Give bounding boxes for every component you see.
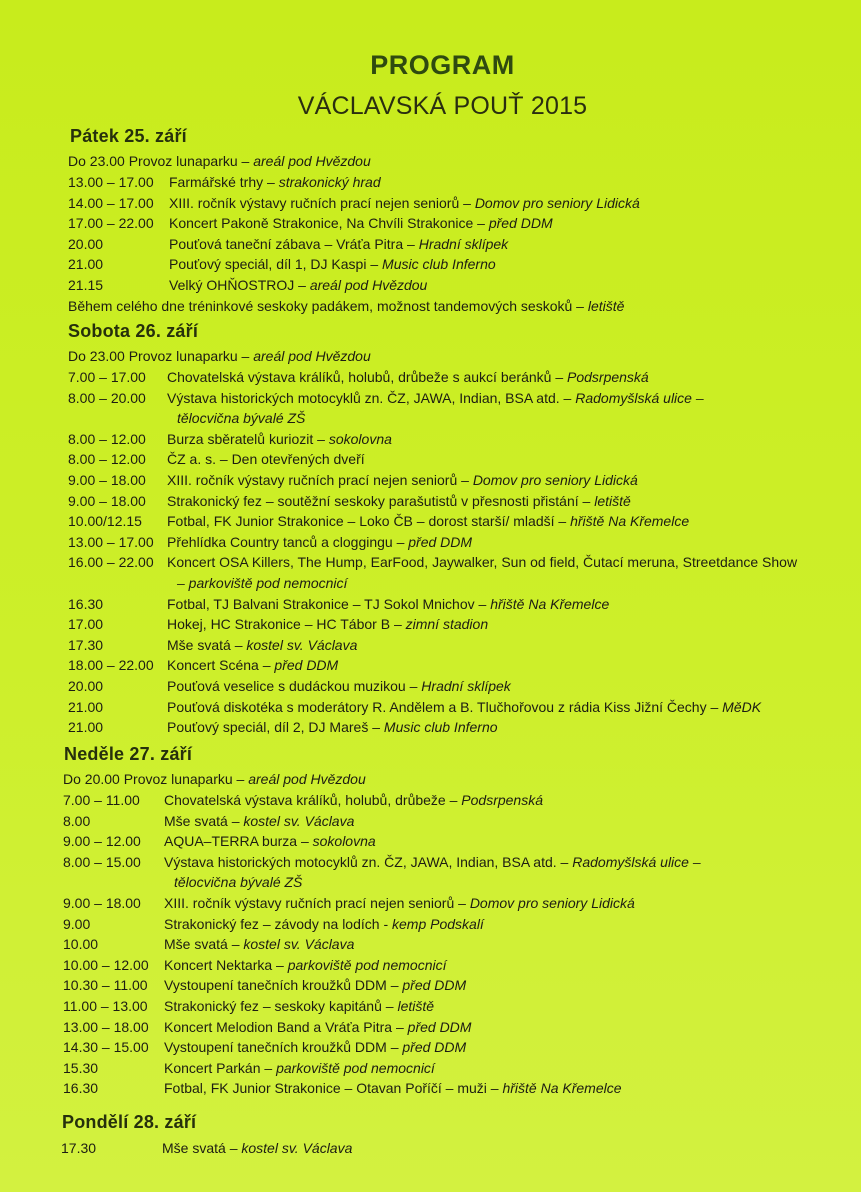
event-time: 8.00	[63, 812, 91, 829]
schedule-row	[68, 492, 840, 510]
event-venue: sokolovna	[328, 430, 392, 447]
lunapark-line	[68, 152, 371, 170]
day-header: Pátek 25. září	[70, 126, 187, 146]
event-name: Výstava historických motocyklů zn. ČZ, JAWA, Indian, BSA atd. –	[167, 389, 576, 406]
schedule-row	[61, 1139, 840, 1157]
day-header: Neděle 27. září	[64, 744, 193, 764]
event-text	[169, 255, 496, 273]
event-time: 21.15	[68, 277, 104, 293]
event-text	[164, 997, 434, 1015]
event-venue-continued: tělocvična bývalé ZŠ	[174, 874, 303, 891]
event-text	[169, 194, 640, 212]
event-name: Koncert Parkán –	[164, 1059, 277, 1076]
event-time: 11.00 – 13.00	[63, 998, 148, 1014]
event-name: Fotbal, TJ Balvani Strakonice – TJ Sokol Mnichov –	[167, 595, 491, 612]
event-venue: Hradní sklípek	[421, 678, 511, 694]
event-name: XIII. ročník výstavy ručních prací nejen seniorů –	[164, 895, 470, 911]
event-text	[164, 935, 354, 953]
event-time: 10.00 – 12.00	[63, 956, 149, 973]
event-venue: před DDM	[402, 1039, 467, 1056]
event-text	[169, 214, 553, 232]
event-venue: před DDM	[274, 657, 339, 674]
event-name: Strakonický fez – seskoky kapitánů –	[164, 998, 398, 1014]
event-text	[167, 718, 498, 736]
schedule-row	[68, 512, 840, 530]
event-venue: Music club Inferno	[383, 719, 498, 736]
event-time: 13.00 – 17.00	[68, 174, 154, 190]
event-text	[167, 656, 338, 674]
schedule-row	[68, 276, 840, 294]
event-text	[164, 915, 484, 933]
event-text	[167, 677, 511, 695]
event-time: 9.00 – 12.00	[63, 833, 141, 850]
event-venue: parkoviště pod nemocnicí	[287, 956, 447, 973]
event-text	[164, 1038, 466, 1056]
event-text	[164, 812, 354, 830]
lunapark-venue: areál pod Hvězdou	[253, 153, 371, 169]
schedule-row	[63, 976, 840, 994]
event-venue: před DDM	[488, 215, 553, 232]
event-text	[169, 173, 381, 191]
program-title: PROGRAM	[370, 50, 515, 80]
schedule-row	[63, 915, 840, 933]
event-time: 9.00	[63, 915, 91, 932]
event-name: AQUA–TERRA burza –	[164, 833, 313, 850]
event-name: Pouťová taneční zábava – Vráťa Pitra –	[169, 235, 419, 252]
event-name: Pouťový speciál, díl 2, DJ Mareš –	[167, 719, 384, 736]
event-name: ČZ a. s. – Den otevřených dveří	[167, 451, 365, 468]
schedule-row	[68, 718, 840, 736]
event-venue: Radomyšlská ulice –	[575, 389, 704, 406]
event-time: 9.00 – 18.00	[68, 472, 146, 488]
event-venue-continued: tělocvična bývalé ZŠ	[177, 410, 306, 427]
event-time: 15.30	[63, 1059, 99, 1076]
event-venue: parkoviště pod nemocnicí	[276, 1059, 435, 1076]
schedule-row	[68, 173, 840, 191]
event-time: 8.00 – 12.00	[68, 430, 146, 447]
event-venue: před DDM	[408, 533, 473, 550]
event-venue: Domov pro seniory Lidická	[472, 472, 638, 488]
event-text	[167, 389, 704, 407]
event-venue: letiště	[594, 492, 631, 509]
event-time: 14.30 – 15.00	[63, 1039, 149, 1056]
event-time: 21.00	[68, 698, 104, 715]
event-time: 10.00/12.15	[68, 513, 142, 530]
event-time: 9.00 – 18.00	[63, 895, 141, 911]
skydiving-note	[68, 297, 624, 315]
schedule-row	[63, 832, 840, 850]
schedule-row	[63, 1018, 840, 1036]
lunapark-text: Do 23.00 Provoz lunaparku –	[68, 153, 254, 169]
schedule-row	[68, 636, 840, 654]
event-name: Fotbal, FK Junior Strakonice – Otavan Poříčí – muži –	[164, 1080, 503, 1097]
event-name: Koncert Pakoně Strakonice, Na Chvíli Strakonice –	[169, 215, 489, 232]
event-venue: Podsrpenská	[461, 792, 543, 808]
event-text	[167, 450, 365, 468]
event-time: 17.30	[61, 1140, 97, 1156]
event-time: 13.00 – 17.00	[68, 533, 154, 550]
event-time: 9.00 – 18.00	[68, 492, 146, 509]
event-text	[167, 636, 357, 654]
schedule-row	[63, 791, 840, 809]
event-time: 21.00	[68, 719, 104, 736]
event-venue: Radomyšlská ulice –	[572, 853, 701, 870]
schedule-row	[68, 389, 840, 407]
event-text	[167, 430, 392, 448]
event-venue: areál pod Hvězdou	[309, 277, 428, 293]
event-time: 16.00 – 22.00	[68, 554, 154, 571]
event-text	[164, 1018, 471, 1036]
schedule-row	[68, 235, 840, 253]
event-name: Farmářské trhy –	[169, 174, 279, 190]
event-name: Burza sběratelů kuriozit –	[167, 430, 329, 447]
skydiving-venue: letiště	[587, 297, 625, 314]
event-name: Koncert Nektarka –	[164, 956, 288, 973]
event-text	[164, 1059, 435, 1077]
event-text	[167, 595, 609, 613]
event-venue: MěDK	[722, 698, 762, 715]
event-time: 8.00 – 12.00	[68, 451, 146, 468]
lunapark-line	[68, 347, 371, 365]
event-name: Koncert Melodion Band a Vráťa Pitra –	[164, 1018, 408, 1035]
event-venue: kostel sv. Václava	[243, 812, 355, 829]
event-venue: kostel sv. Václava	[243, 936, 355, 953]
event-venue: kostel sv. Václava	[241, 1140, 353, 1156]
schedule-row	[63, 1038, 840, 1056]
event-text	[167, 512, 689, 530]
event-text	[162, 1139, 352, 1157]
schedule-row	[63, 812, 840, 830]
event-venue: před DDM	[402, 977, 467, 994]
event-text	[164, 956, 447, 974]
schedule-row	[68, 471, 840, 489]
schedule-row	[63, 894, 840, 912]
lunapark-text: Do 20.00 Provoz lunaparku –	[63, 771, 249, 787]
event-venue: sokolovna	[312, 833, 376, 850]
event-venue: hřiště Na Křemelce	[490, 595, 610, 612]
event-name: Koncert Scéna –	[167, 657, 275, 674]
event-time: 13.00 – 18.00	[63, 1018, 149, 1035]
skydiving-text: Během celého dne tréninkové seskoky padákem, možnost tandemových seskoků –	[68, 297, 588, 314]
schedule-row	[68, 615, 840, 633]
event-time: 10.00	[63, 936, 99, 953]
event-text	[167, 533, 472, 551]
event-venue: Domov pro seniory Lidická	[469, 895, 635, 911]
schedule-row	[63, 956, 840, 974]
event-venue: strakonický hrad	[278, 174, 381, 190]
event-text	[164, 791, 543, 809]
event-text	[164, 894, 635, 912]
event-time: 17.00	[68, 616, 104, 633]
event-text	[164, 976, 466, 994]
event-venue: hřiště Na Křemelce	[502, 1080, 622, 1097]
schedule-row	[63, 997, 840, 1015]
schedule-row	[68, 553, 840, 571]
event-name: Chovatelská výstava králíků, holubů, drůbeže s aukcí beránků –	[167, 369, 567, 385]
event-text	[167, 553, 797, 571]
event-name: Mše svatá –	[162, 1140, 242, 1156]
event-venue: kostel sv. Václava	[246, 636, 358, 653]
event-text	[167, 471, 638, 489]
event-venue-continued: – parkoviště pod nemocnicí	[177, 575, 348, 591]
event-name: Přehlídka Country tanců a cloggingu –	[167, 533, 409, 550]
schedule-row	[68, 430, 840, 448]
schedule-row	[68, 677, 840, 695]
event-time: 14.00 – 17.00	[68, 194, 154, 211]
event-text	[164, 832, 376, 850]
schedule-row	[68, 368, 840, 386]
event-name: Koncert OSA Killers, The Hump, EarFood, Jaywalker, Sun od field, Čutací meruna, Streetdance Show	[167, 554, 798, 571]
event-venue: Podsrpenská	[567, 369, 649, 385]
schedule-row	[68, 595, 840, 613]
schedule-row	[68, 533, 840, 551]
event-time: 8.00 – 15.00	[63, 853, 141, 870]
event-time: 16.30	[68, 595, 104, 612]
day-header: Pondělí 28. září	[62, 1112, 197, 1132]
schedule-row	[68, 450, 840, 468]
event-venue: Music club Inferno	[382, 256, 496, 273]
event-name: Pouťový speciál, díl 1, DJ Kaspi –	[169, 256, 383, 273]
event-name: Mše svatá –	[164, 936, 244, 953]
event-time: 16.30	[63, 1080, 99, 1097]
event-time: 20.00	[68, 235, 104, 252]
schedule-row	[68, 194, 840, 212]
event-venue: Hradní sklípek	[418, 235, 509, 252]
schedule-row	[63, 935, 840, 953]
schedule-row	[68, 656, 840, 674]
event-text	[167, 615, 488, 633]
schedule-row	[63, 1079, 840, 1097]
event-text	[167, 368, 649, 386]
event-venue: Domov pro seniory Lidická	[474, 194, 640, 211]
event-venue: hřiště Na Křemelce	[570, 513, 690, 530]
event-name: Strakonický fez – závody na lodích -	[164, 915, 392, 932]
event-time: 21.00	[68, 256, 104, 273]
event-name: Mše svatá –	[164, 812, 244, 829]
lunapark-venue: areál pod Hvězdou	[253, 348, 371, 364]
event-name: Pouťová veselice s dudáckou muzikou –	[167, 678, 422, 694]
event-name: Velký OHŇOSTROJ –	[169, 277, 310, 293]
event-time: 20.00	[68, 678, 104, 694]
schedule-row	[68, 698, 840, 716]
event-venue: kemp Podskalí	[392, 915, 484, 932]
event-time: 18.00 – 22.00	[68, 657, 154, 674]
lunapark-text: Do 23.00 Provoz lunaparku –	[68, 348, 254, 364]
event-text	[164, 853, 701, 871]
event-text	[164, 1079, 622, 1097]
event-name: Chovatelská výstava králíků, holubů, drůbeže –	[164, 792, 462, 808]
schedule-row	[68, 255, 840, 273]
event-name: Pouťová diskotéka s moderátory R. Andělem a B. Tlučhořovou z rádia Kiss Jižní Čechy –	[167, 698, 723, 715]
lunapark-venue: areál pod Hvězdou	[248, 771, 366, 787]
event-text	[167, 492, 631, 510]
event-name: Vystoupení tanečních kroužků DDM –	[164, 1039, 403, 1056]
event-time: 17.30	[68, 636, 104, 653]
event-venue: letiště	[397, 998, 435, 1014]
lunapark-line	[63, 770, 366, 788]
event-text	[167, 698, 761, 716]
schedule-row	[63, 1059, 840, 1077]
event-name: Hokej, HC Strakonice – HC Tábor B –	[167, 616, 406, 633]
event-time: 10.30 – 11.00	[63, 977, 148, 994]
event-name: XIII. ročník výstavy ručních prací nejen seniorů –	[167, 472, 473, 488]
event-venue: před DDM	[407, 1018, 472, 1035]
event-time: 17.00 – 22.00	[68, 215, 154, 232]
event-name: Vystoupení tanečních kroužků DDM –	[164, 977, 403, 994]
event-name: XIII. ročník výstavy ručních prací nejen seniorů –	[169, 194, 475, 211]
event-venue: zimní stadion	[405, 616, 489, 633]
event-name: Výstava historických motocyklů zn. ČZ, JAWA, Indian, BSA atd. –	[164, 853, 573, 870]
event-time: 8.00 – 20.00	[68, 389, 146, 406]
event-text	[169, 235, 508, 253]
event-text	[169, 276, 427, 294]
program-subtitle: VÁCLAVSKÁ POUŤ 2015	[297, 92, 588, 120]
event-name: Mše svatá –	[167, 636, 247, 653]
event-name: Fotbal, FK Junior Strakonice – Loko ČB – dorost starší/ mladší –	[167, 513, 571, 530]
event-time: 7.00 – 17.00	[68, 369, 146, 385]
event-name: Strakonický fez – soutěžní seskoky parašutistů v přesnosti přistání –	[167, 492, 595, 509]
schedule-row	[63, 853, 840, 871]
day-header: Sobota 26. září	[68, 321, 199, 341]
schedule-row	[68, 214, 840, 232]
event-time: 7.00 – 11.00	[63, 792, 140, 808]
